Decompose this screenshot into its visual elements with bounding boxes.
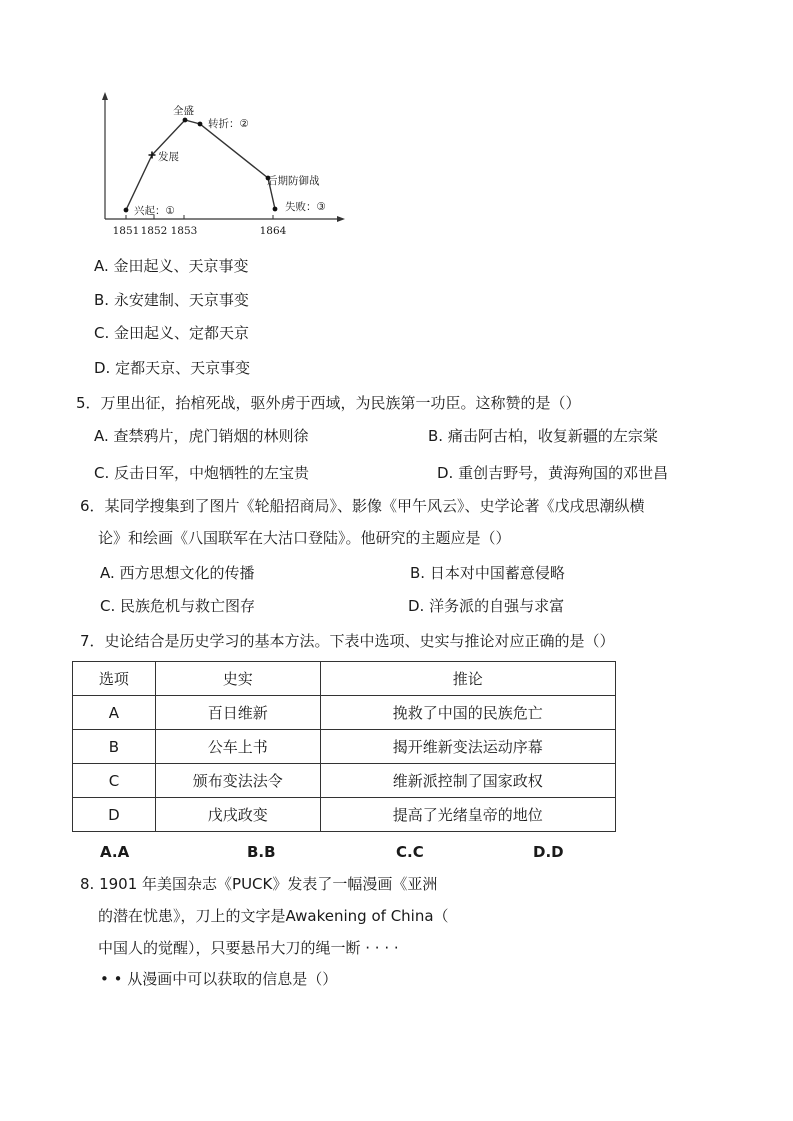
data-point-label: 后期防御战 [267, 175, 320, 187]
table-header-row [73, 662, 616, 696]
q8-stem-line4: • • 从漫画中可以获取的信息是（） [100, 970, 338, 988]
data-point-label: 转折：② [208, 118, 249, 130]
q7-option-c[interactable]: C.C [396, 843, 424, 861]
q4-option-a[interactable]: A. 金田起义、天京事变 [94, 257, 249, 275]
table-cell: 颁布变法法令 [155, 764, 320, 798]
table-header: 史实 [155, 662, 320, 696]
q5-option-b[interactable]: B. 痛击阿古柏，收复新疆的左宗棠 [428, 427, 658, 445]
q8-stem-line3: 中国人的觉醒），只要悬吊大刀的绳一断 · · · · [98, 939, 399, 957]
data-point-label: 失败：③ [285, 201, 326, 213]
table-cell: 揭开维新变法运动序幕 [320, 730, 615, 764]
table-cell: 公车上书 [155, 730, 320, 764]
table-cell: 挽救了中国的民族危亡 [320, 696, 615, 730]
q6-stem-line1: 6．某同学搜集到了图片《轮船招商局》、影像《甲午风云》、史学论著《戊戌思潮纵横 [80, 497, 645, 515]
data-point-marker [198, 122, 203, 127]
table-cell: 戊戌政变 [155, 798, 320, 832]
x-tick-label: 1852 [140, 225, 168, 237]
q6-option-d[interactable]: D. 洋务派的自强与求富 [408, 597, 565, 615]
q7-option-a[interactable]: A.A [100, 843, 130, 861]
table-cell: A [73, 696, 156, 730]
x-tick-label: 1853 [170, 225, 198, 237]
q7-option-d[interactable]: D.D [533, 843, 564, 861]
q4-option-d[interactable]: D. 定都天京、天京事变 [94, 359, 251, 377]
table-row [73, 764, 616, 798]
q8-stem-line1: 8. 1901 年美国杂志《PUCK》发表了一幅漫画《亚洲 [80, 875, 438, 893]
table-cell: C [73, 764, 156, 798]
data-point-marker [124, 208, 129, 213]
q8-stem-line2: 的潜在忧患》，刀上的文字是Awakening of China（ [98, 907, 449, 925]
x-tick-label: 1864 [259, 225, 287, 237]
q7-stem: 7．史论结合是历史学习的基本方法。下表中选项、史实与推论对应正确的是（） [80, 632, 615, 650]
data-point-label: 兴起：① [134, 205, 175, 217]
data-point-marker [183, 118, 188, 123]
table-header: 推论 [320, 662, 615, 696]
table-cell: 提高了光绪皇帝的地位 [320, 798, 615, 832]
table-cell: 百日维新 [155, 696, 320, 730]
table-header: 选项 [73, 662, 156, 696]
q5-option-c[interactable]: C. 反击日军，中炮牺牲的左宝贵 [94, 464, 310, 482]
table-row [73, 798, 616, 832]
data-point-marker [273, 207, 278, 212]
q6-option-a[interactable]: A. 西方思想文化的传播 [100, 564, 255, 582]
table-cell: D [73, 798, 156, 832]
x-tick-label: 1851 [112, 225, 140, 237]
q4-option-b[interactable]: B. 永安建制、天京事变 [94, 291, 249, 309]
trend-line [126, 120, 275, 210]
table-cell: 维新派控制了国家政权 [320, 764, 615, 798]
q6-stem-line2: 论》和绘画《八国联军在大沽口登陆》。他研究的主题应是（） [98, 529, 511, 547]
data-point-label: 全盛 [173, 105, 194, 117]
q5-option-a[interactable]: A. 查禁鸦片，虎门销烟的林则徐 [94, 427, 309, 445]
q4-option-c[interactable]: C. 金田起义、定都天京 [94, 324, 250, 342]
data-point-label: 发展 [158, 151, 179, 163]
table-cell: B [73, 730, 156, 764]
q7-table [72, 661, 616, 832]
taiping-trend-chart [90, 92, 350, 242]
q5-option-d[interactable]: D. 重创吉野号，黄海殉国的邓世昌 [437, 464, 669, 482]
q6-option-b[interactable]: B. 日本对中国蓄意侵略 [410, 564, 565, 582]
q5-stem: 5．万里出征，抬棺死战，驱外虏于西域，为民族第一功臣。这称赞的是（） [76, 394, 581, 412]
table-row [73, 730, 616, 764]
q6-option-c[interactable]: C. 民族危机与救亡图存 [100, 597, 256, 615]
q7-option-b[interactable]: B.B [247, 843, 276, 861]
table-row [73, 696, 616, 730]
